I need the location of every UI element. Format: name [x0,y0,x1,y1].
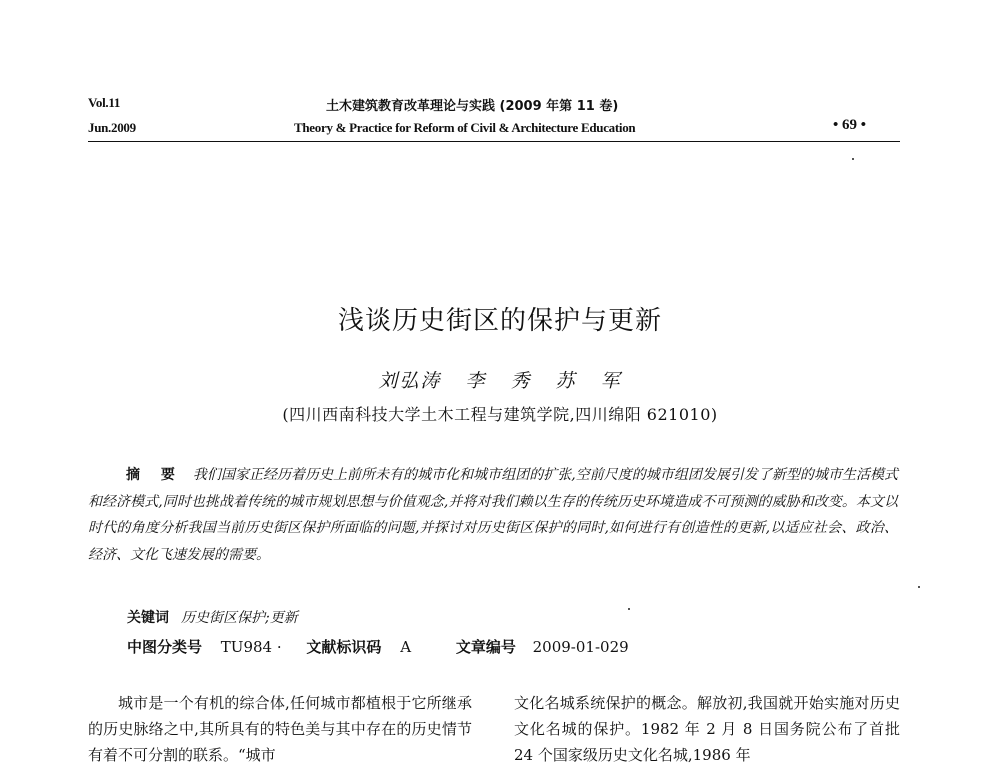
body-left-column: 城市是一个有机的综合体,任何城市都植根于它所继承的历史脉络之中,其所具有的特色美与其中存在的历史情节有着不可分割的联系。“城市 [88,694,472,764]
article-no-label: 文章编号 [455,638,516,656]
abstract-label: 摘 要 [126,467,183,483]
scan-speck [918,586,920,588]
volume-label: Vol.11 [88,95,121,110]
header-rule [88,141,900,142]
abstract-text: 我们国家正经历着历史上前所未有的城市化和城市组团的扩张,空前尺度的城市组团发展引发了新型的城市生活模式和经济模式,同时也挑战着传统的城市规划思想与价值观念,并将对我们赖以生存的传统历史环境造成不可预测的威胁和改变。本文以时代的角度分析我国当前历史街区保护所面临的问题,并探讨对历史街区保护的同时,如何进行有创造性的更新,以适应社会、政治、经济、文化飞速发展的需要。 [88,467,899,563]
keywords-label: 关键词 [127,610,169,626]
abstract [88,462,898,568]
scan-speck [852,158,854,160]
article-title: 浅谈历史街区的保护与更新 [337,306,662,336]
author-affiliation: (四川西南科技大学土木工程与建筑学院,四川绵阳 621010) [282,405,718,424]
classification-line [127,636,629,657]
clc-label: 中图分类号 [127,638,203,656]
keywords-text: 历史街区保护;更新 [181,610,298,626]
page-number: • 69 • [833,117,867,133]
article-no-value: 2009-01-029 [532,638,629,656]
clc-value: TU984 · [220,638,282,656]
keywords [127,607,298,627]
doc-code-value: A [400,638,412,656]
journal-title-en: Theory & Practice for Reform of Civil & Architecture Education [294,120,636,135]
scan-speck [628,608,630,610]
issue-date: Jun.2009 [88,120,136,135]
doc-code-label: 文献标识码 [306,638,382,656]
journal-title-cn: 土木建筑教育改革理论与实践 (2009 年第 11 卷) [326,99,619,114]
article-authors: 刘弘涛 李 秀 苏 军 [378,370,622,392]
body-right-column: 文化名城系统保护的概念。解放初,我国就开始实施对历史文化名城的保护。1982 年 2 月 8 日国务院公布了首批 24 个国家级历史文化名城,1986 年 [514,694,900,764]
